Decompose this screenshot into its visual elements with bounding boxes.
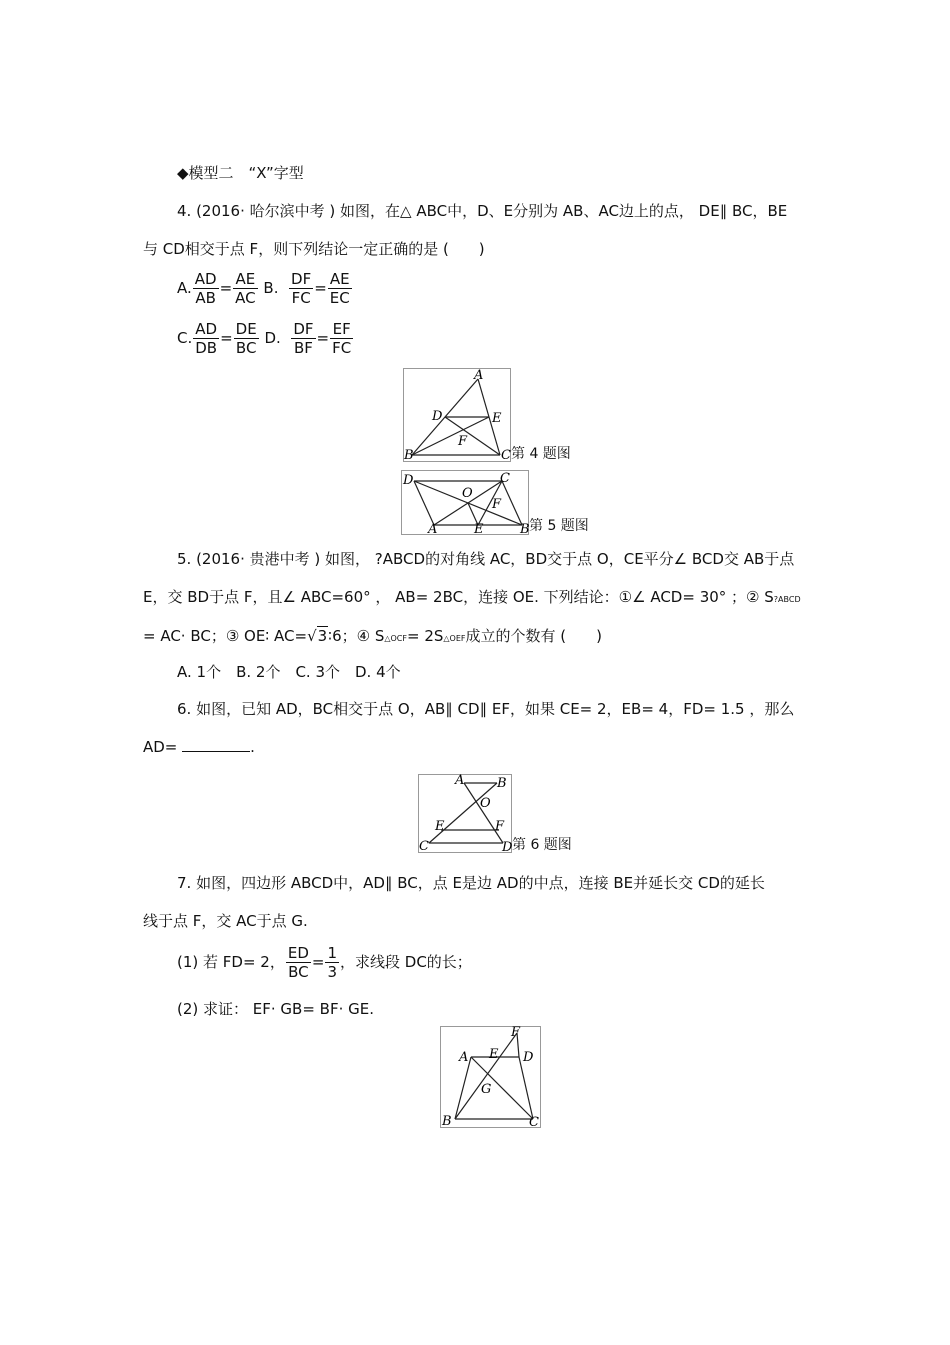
q5-figure xyxy=(401,470,529,535)
q4-option-b-frac1: $\frac{DF}{FC}$ xyxy=(291,270,312,307)
q4-label-a: A xyxy=(474,368,484,383)
q5-sqrt-value: 3 xyxy=(317,627,328,645)
q7-figure-svg xyxy=(441,1025,540,1130)
q6-label-a: A xyxy=(455,773,465,788)
q4-option-c-label: C. xyxy=(177,329,193,347)
q4-option-d-label: D. xyxy=(264,329,281,347)
q4-label-b: B xyxy=(404,448,414,463)
q5-line2-sub: ?ABCD xyxy=(773,595,801,604)
q4-figure-svg xyxy=(404,369,510,461)
q7-label-e: E xyxy=(489,1047,499,1062)
q5-label-o: O xyxy=(462,486,473,501)
q4-caption: 第 4 题图 xyxy=(511,446,571,462)
q4-option-c-frac1: $\frac{AD}{DB}$ xyxy=(195,320,218,357)
q6-caption: 第 6 题图 xyxy=(512,837,572,853)
q4-label-e: E xyxy=(492,411,502,426)
q7-line2: 线于点 F，交 AC于点 G. xyxy=(143,912,308,930)
q5-line2: E，交 BD于点 F，且∠ ABC=60° ， AB= 2BC，连接 OE. 下列结论：①∠ ACD= 30° ；② S?ABCD xyxy=(143,588,801,606)
q4-option-a-frac2: $\frac{AE}{AC}$ xyxy=(235,270,256,307)
q6-label-b: B xyxy=(497,776,507,791)
q4-option-b-eq: = xyxy=(314,279,327,297)
q7-label-g: G xyxy=(481,1082,492,1097)
q4-option-d-frac2: $\frac{EF}{FC}$ xyxy=(332,320,352,357)
q5-label-d: D xyxy=(403,473,414,488)
q4-option-d-eq: = xyxy=(316,329,330,347)
q5-sub-ocf: △OCF xyxy=(384,634,407,643)
q5-line3: = AC· BC；③ OE∶ AC=√3∶6；④ S△OCF= 2S△OEF成立的个数有 ( ) xyxy=(143,627,602,645)
q6-label-f: F xyxy=(495,819,505,834)
q5-label-b: B xyxy=(520,522,530,537)
q5-label-f: F xyxy=(492,497,502,512)
q7-seg-bf xyxy=(455,1033,517,1119)
q7-seg-cd xyxy=(519,1057,533,1119)
q7-label-c: C xyxy=(529,1115,539,1130)
q4-option-c-frac2: $\frac{DE}{BC}$ xyxy=(235,320,257,357)
q4-option-a-frac1: $\frac{AD}{AB}$ xyxy=(194,270,217,307)
q7-part1-frac1: $\frac{ED}{BC}$ xyxy=(287,944,309,981)
q4-line2: 与 CD相交于点 F，则下列结论一定正确的是 ( ) xyxy=(143,240,485,258)
section-title: ◆模型二 “X”字型 xyxy=(177,164,304,182)
q4-option-c-eq: = xyxy=(220,329,233,347)
q7-figure xyxy=(440,1026,541,1128)
q7-part2: (2) 求证： EF· GB= BF· GE. xyxy=(177,1000,374,1018)
q6-line2: AD= . xyxy=(143,738,255,756)
q6-seg-ad xyxy=(464,783,503,843)
q4-options-cd xyxy=(177,320,354,357)
q5-caption: 第 5 题图 xyxy=(529,518,589,534)
q7-line1: 7. 如图，四边形 ABCD中，AD∥ BC，点 E是边 AD的中点，连接 BE并延长交 CD的延长 xyxy=(177,874,765,892)
q6-label-e: E xyxy=(435,819,445,834)
q4-label-c: C xyxy=(501,448,511,463)
q7-label-a: A xyxy=(459,1050,469,1065)
q5-label-a: A xyxy=(428,522,438,537)
sqrt-sign: √ xyxy=(307,627,317,645)
q5-line1: 5. (2016· 贵港中考 ) 如图， ?ABCD的对角线 AC，BD交于点 O，CE平分∠ BCD交 AB于点 xyxy=(177,550,795,568)
q4-label-f: F xyxy=(458,434,468,449)
q6-figure-svg xyxy=(419,773,513,855)
q4-option-a-eq: = xyxy=(219,279,233,297)
q4-label-d: D xyxy=(432,409,443,424)
q6-seg-bc xyxy=(429,783,497,843)
q7-part1: (1) 若 FD= 2， $\frac{ED}{BC}$ = $\frac{1}{3}$ ，求线段 DC的长； xyxy=(177,944,472,981)
q4-line1: 4. (2016· 哈尔滨中考 ) 如图，在△ ABC中，D、E分别为 AB、AC边上的点， DE∥ BC，BE xyxy=(177,202,788,220)
q4-option-b-label: B. xyxy=(263,279,279,297)
q5-sub-oef: △OEF xyxy=(443,634,466,643)
q4-seg-be xyxy=(412,417,489,455)
q4-option-a-label: A. xyxy=(177,279,192,297)
q6-label-d: D xyxy=(502,840,513,855)
q5-label-c: C xyxy=(500,471,510,486)
q6-line1: 6. 如图，已知 AD，BC相交于点 O，AB∥ CD∥ EF，如果 CE= 2，EB= 4，FD= 1.5 ，那么 xyxy=(177,700,795,718)
q5-label-e: E xyxy=(474,522,484,537)
q7-label-b: B xyxy=(442,1114,452,1129)
q5-options: A. 1个 B. 2个 C. 3个 D. 4个 xyxy=(177,663,401,681)
q4-option-b-frac2: $\frac{AE}{EC}$ xyxy=(329,270,350,307)
q5-figure-svg xyxy=(402,471,530,537)
q6-label-o: O xyxy=(480,796,491,811)
q7-seg-ab xyxy=(455,1057,471,1119)
q7-label-f: F xyxy=(511,1025,521,1040)
q7-part1-frac2: $\frac{1}{3}$ xyxy=(327,944,337,981)
q4-option-d-frac1: $\frac{DF}{BF}$ xyxy=(293,320,314,357)
q4-options-ab xyxy=(177,270,353,307)
q6-figure xyxy=(418,774,512,853)
q6-answer-blank xyxy=(182,737,250,752)
q4-figure xyxy=(403,368,511,462)
q6-label-c: C xyxy=(419,839,429,854)
q7-label-d: D xyxy=(523,1050,534,1065)
